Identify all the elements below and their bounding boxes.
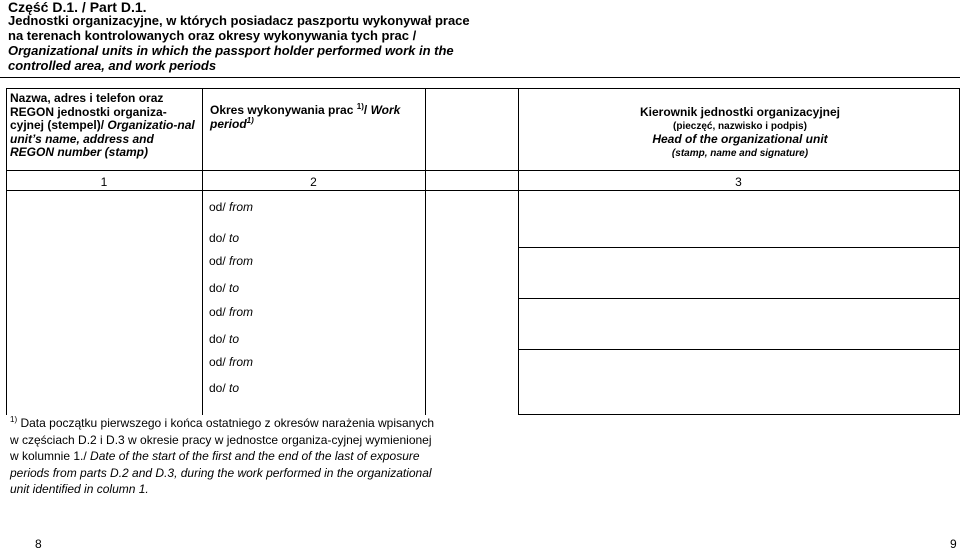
from-label: od/ xyxy=(209,305,226,319)
table-col-divider-2 xyxy=(425,88,426,415)
heading-divider xyxy=(0,77,960,78)
col-number-2: 2 xyxy=(310,175,317,189)
heading-english: Organizational units in which the passport holder performed work in the controlled area, and work periods xyxy=(8,43,454,73)
period-from-2 xyxy=(209,254,253,268)
period-to-3 xyxy=(209,332,239,346)
period-to-1 xyxy=(209,231,239,245)
col2-header-english-footnote-ref: 1) xyxy=(246,115,254,125)
to-label-en: to xyxy=(229,332,240,346)
from-label: od/ xyxy=(209,355,226,369)
to-label: do/ xyxy=(209,281,226,295)
to-label: do/ xyxy=(209,381,226,395)
period-from-1 xyxy=(209,200,253,214)
from-label-en: from xyxy=(229,305,254,319)
part-title: Część D.1. / Part D.1. xyxy=(8,0,147,15)
period-to-4 xyxy=(209,381,239,395)
period-from-3 xyxy=(209,305,253,319)
from-label-en: from xyxy=(229,200,254,214)
from-label-en: from xyxy=(229,355,254,369)
table-col-divider-3 xyxy=(518,88,519,415)
header-bottom-line xyxy=(6,170,959,171)
to-label-en: to xyxy=(229,231,240,245)
col3-header-english-subtitle: (stamp, name and signature) xyxy=(671,147,809,159)
from-label-en: from xyxy=(229,254,254,268)
section-heading xyxy=(8,13,478,73)
row-line-1 xyxy=(518,247,959,248)
table-border-bottom xyxy=(518,414,959,415)
col-number-1: 1 xyxy=(100,175,108,189)
table-border-top xyxy=(6,88,959,89)
col2-header-footnote-ref: 1) xyxy=(356,102,364,111)
col3-header-english: Head of the organizational unit xyxy=(652,132,828,146)
from-label: od/ xyxy=(209,200,226,214)
page-number-right: 9 xyxy=(950,537,957,551)
table-col-divider-1 xyxy=(202,88,203,415)
from-label: od/ xyxy=(209,254,226,268)
period-from-4 xyxy=(209,355,253,369)
col2-header-polish: Okres wykonywania prac xyxy=(210,103,354,117)
col-number-3: 3 xyxy=(735,175,742,189)
footnote-polish: Data początku pierwszego i końca ostatniego z okresów narażenia wpisanych w częściach D.2 i D.3 w okresie pracy w jednostce organiza-cyjnej wymienionej w kolumnie 1./ xyxy=(10,416,435,463)
col3-header-title: Kierownik jednostki organizacyjnej xyxy=(639,105,841,119)
col3-header-subtitle: (pieczęć, nazwisko i podpis) xyxy=(673,120,807,132)
table-border-left xyxy=(6,88,7,415)
to-label: do/ xyxy=(209,231,226,245)
row-line-3 xyxy=(518,349,959,350)
heading-polish: Jednostki organizacyjne, w których posiadacz paszportu wykonywał prace na terenach kontrolowanych oraz okresy wykonywania tych prac / xyxy=(8,13,470,43)
footnote xyxy=(10,415,440,498)
col2-header-english: Work period xyxy=(210,103,401,131)
to-label-en: to xyxy=(229,281,240,295)
to-label-en: to xyxy=(229,381,240,395)
col3-header xyxy=(520,106,960,160)
row-line-2 xyxy=(518,298,959,299)
footnote-english: Date of the start of the first and the end of the last of exposure periods from parts D.2 and D.3, during the work performed in the organizational unit identified in column 1. xyxy=(10,449,432,496)
numbers-bottom-line xyxy=(6,190,959,191)
to-label: do/ xyxy=(209,332,226,346)
footnote-marker: 1) xyxy=(10,415,18,424)
col1-header-english: Organizatio-nal unit’s name, address and REGON number (stamp) xyxy=(10,118,195,159)
page-number-left: 8 xyxy=(35,537,42,551)
col2-header-separator: / xyxy=(363,103,368,117)
col1-header xyxy=(10,92,198,160)
period-to-2 xyxy=(209,281,239,295)
col2-header xyxy=(210,104,420,131)
col1-header-polish: Nazwa, adres i telefon oraz REGON jednostki organiza-cyjnej (stempel)/ xyxy=(10,91,167,132)
